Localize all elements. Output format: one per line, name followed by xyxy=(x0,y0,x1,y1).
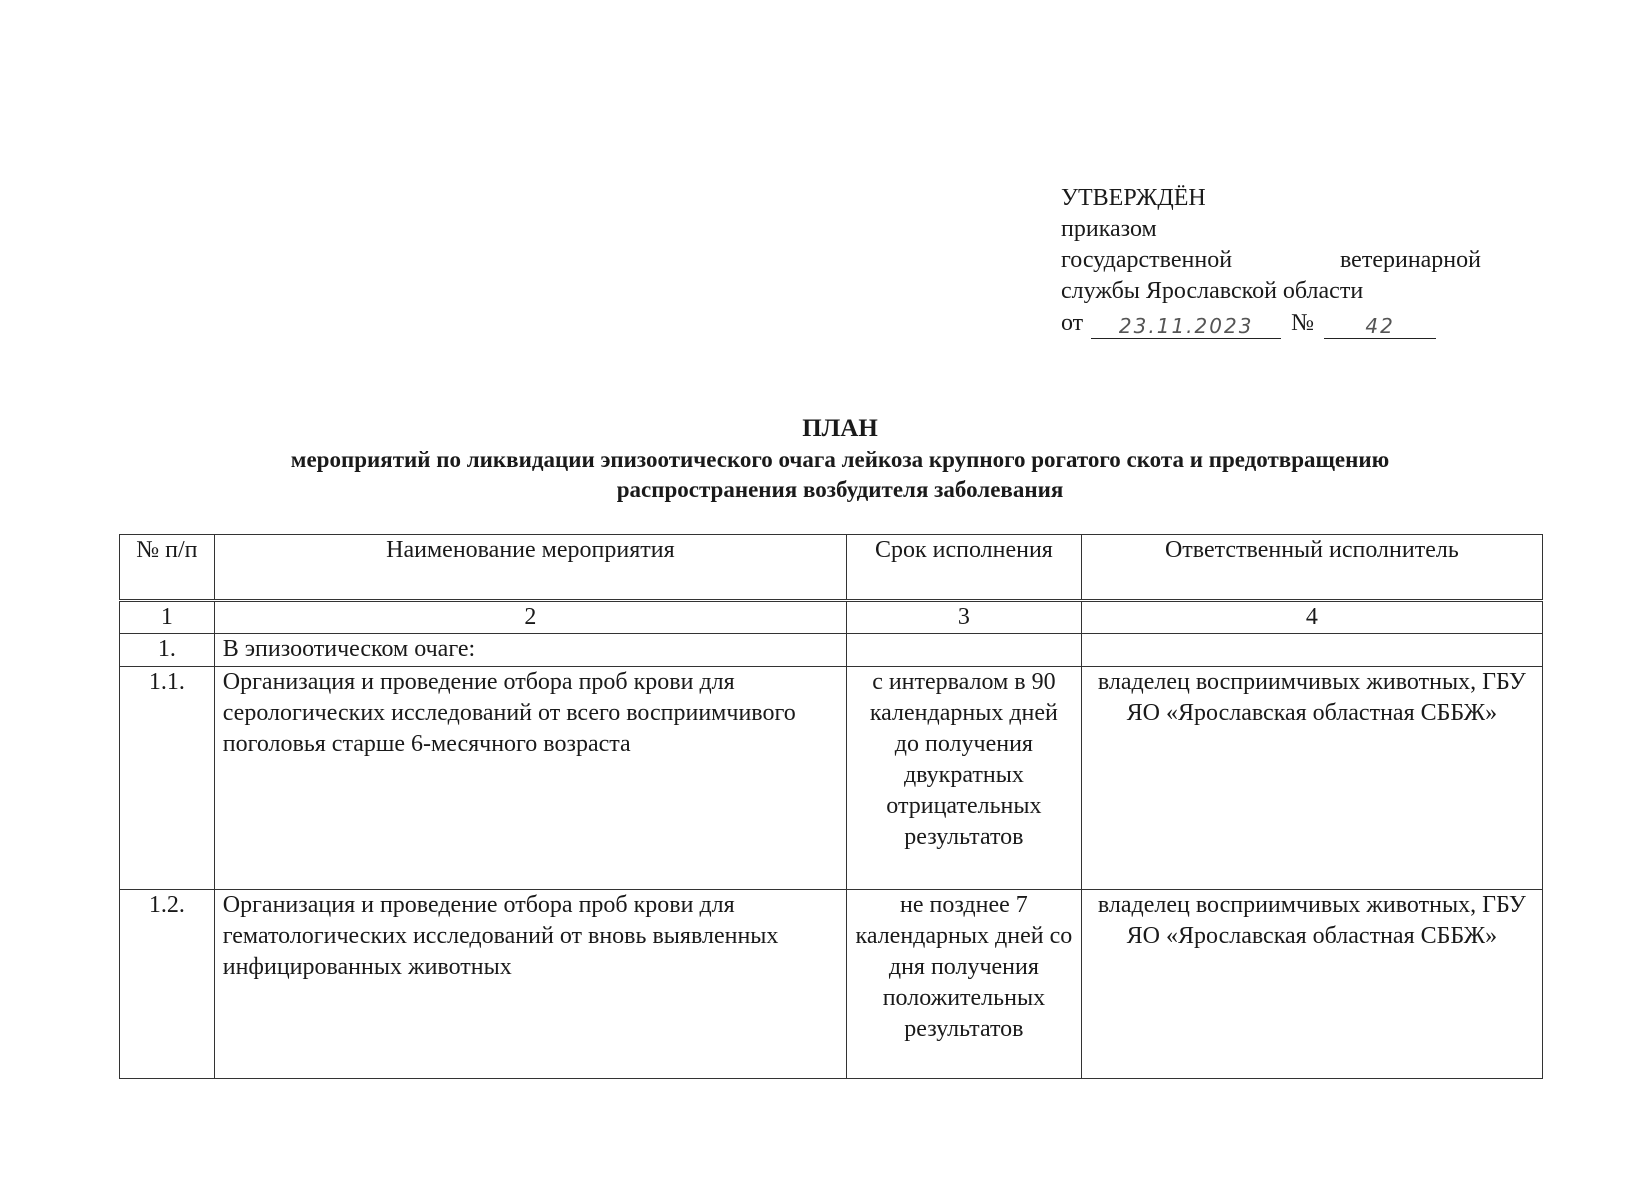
approval-status: УТВЕРЖДЁН xyxy=(1061,185,1206,211)
number-prefix: № xyxy=(1291,310,1315,336)
header-number: № п/п xyxy=(120,535,215,601)
handwritten-date: 23.11.2023 xyxy=(1091,314,1281,339)
table-row xyxy=(120,634,1543,667)
column-number-4: 4 xyxy=(1081,601,1542,634)
handwritten-number: 42 xyxy=(1324,314,1436,339)
row-number: 1.1. xyxy=(120,667,215,890)
column-number-1: 1 xyxy=(120,601,215,634)
row-deadline: с интервалом в 90 календарных дней до получения двукратных отрицательных результатов xyxy=(847,667,1082,890)
row-measure-name: В эпизоотическом очаге: xyxy=(214,634,846,667)
row-deadline: не позднее 7 календарных дней со дня получения положительных результатов xyxy=(847,890,1082,1079)
table-row xyxy=(120,890,1543,1079)
column-number-row xyxy=(120,601,1543,634)
table-row xyxy=(120,667,1543,890)
row-executor: владелец восприимчивых животных, ГБУ ЯО «Ярославская областная СББЖ» xyxy=(1081,890,1542,1079)
row-measure-name: Организация и проведение отбора проб крови для серологических исследований от всего восприимчивого поголовья старше 6-месячного возраста xyxy=(214,667,846,890)
row-measure-name: Организация и проведение отбора проб крови для гематологических исследований от вновь выявленных инфицированных животных xyxy=(214,890,846,1079)
row-number: 1. xyxy=(120,634,215,667)
measures-table xyxy=(119,534,1543,1079)
document-subtitle-line2: распространения возбудителя заболевания xyxy=(616,477,1064,502)
header-deadline: Срок исполнения xyxy=(847,535,1082,601)
approval-region-line: службы Ярославской области xyxy=(1061,278,1364,304)
approval-date-number-row xyxy=(1061,308,1481,339)
row-deadline xyxy=(847,634,1082,667)
approval-authority-right: ветеринарной xyxy=(1339,247,1481,273)
column-number-3: 3 xyxy=(847,601,1082,634)
header-executor: Ответственный исполнитель xyxy=(1081,535,1542,601)
row-number: 1.2. xyxy=(120,890,215,1079)
date-prefix: от xyxy=(1061,310,1084,336)
table-header-row xyxy=(120,535,1543,601)
row-executor: владелец восприимчивых животных, ГБУ ЯО «Ярославская областная СББЖ» xyxy=(1081,667,1542,890)
row-executor xyxy=(1081,634,1542,667)
approval-block xyxy=(1061,183,1481,339)
document-title-block xyxy=(120,413,1560,505)
document-subtitle-line1: мероприятий по ликвидации эпизоотического очага лейкоза крупного рогатого скота и предотвращению xyxy=(290,447,1390,472)
approval-authority-line xyxy=(1061,245,1481,276)
approval-order-label: приказом xyxy=(1061,216,1157,242)
document-title: ПЛАН xyxy=(802,415,878,442)
header-measure-name: Наименование мероприятия xyxy=(214,535,846,601)
column-number-2: 2 xyxy=(214,601,846,634)
approval-authority-left: государственной xyxy=(1061,247,1233,273)
